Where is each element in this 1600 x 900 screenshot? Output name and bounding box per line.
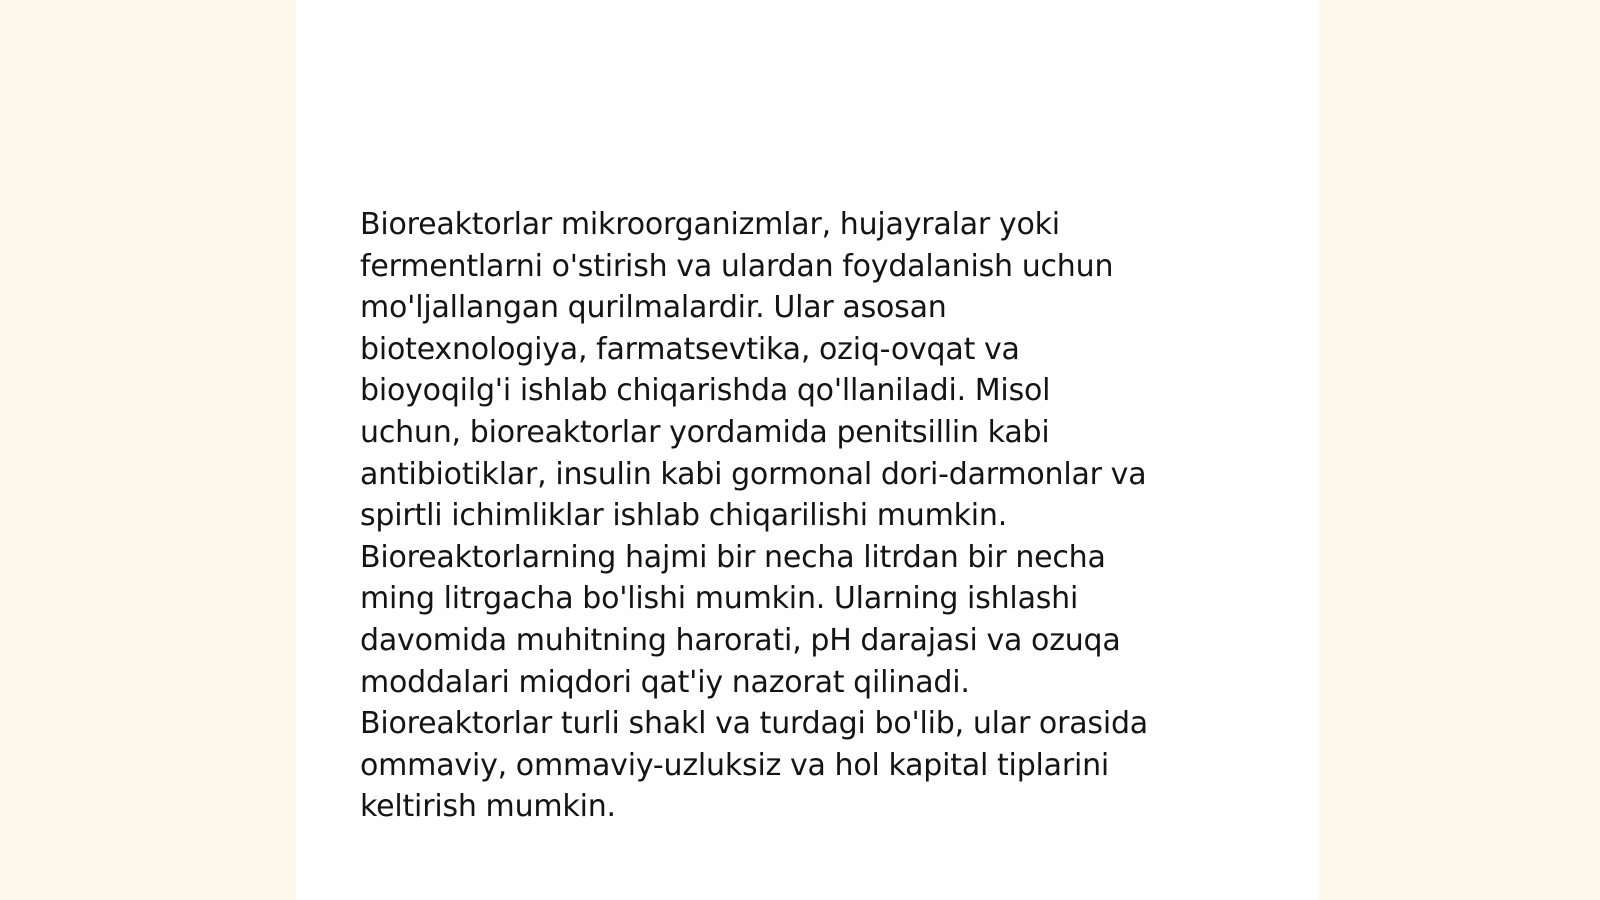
text-line: Bioreaktorlar mikroorganizmlar, hujayralar yoki [360, 207, 1060, 242]
text-line: bioyoqilg'i ishlab chiqarishda qo'llaniladi. Misol [360, 373, 1051, 409]
text-line: moddalari miqdori qat'iy nazorat qilinadi. [360, 664, 970, 700]
slide [296, 0, 1319, 900]
text-line: biotexnologiya, farmatsevtika, oziq-ovqat va [360, 331, 1020, 367]
text-line: uchun, bioreaktorlar yordamida penitsillin kabi [360, 414, 1050, 450]
text-line: davomida muhitning harorati, pH darajasi va ozuqa [360, 622, 1121, 658]
text-line: spirtli ichimliklar ishlab chiqarilishi mumkin. [360, 498, 1008, 534]
text-line: Bioreaktorlar turli shakl va turdagi bo'lib, ular orasida [360, 706, 1148, 742]
body-paragraph [360, 204, 1260, 828]
text-line: fermentlarni o'stirish va ulardan foydalanish uchun [360, 248, 1114, 284]
text-line: ming litrgacha bo'lishi mumkin. Ularning ishlashi [360, 581, 1079, 617]
text-line: keltirish mumkin. [360, 789, 616, 825]
text-line: ommaviy, ommaviy-uzluksiz va hol kapital tiplarini [360, 747, 1110, 783]
text-line: mo'ljallangan qurilmalardir. Ular asosan [360, 290, 947, 326]
text-line: Bioreaktorlarning hajmi bir necha litrdan bir necha [360, 539, 1106, 575]
text-line: antibiotiklar, insulin kabi gormonal dori-darmonlar va [360, 456, 1147, 492]
